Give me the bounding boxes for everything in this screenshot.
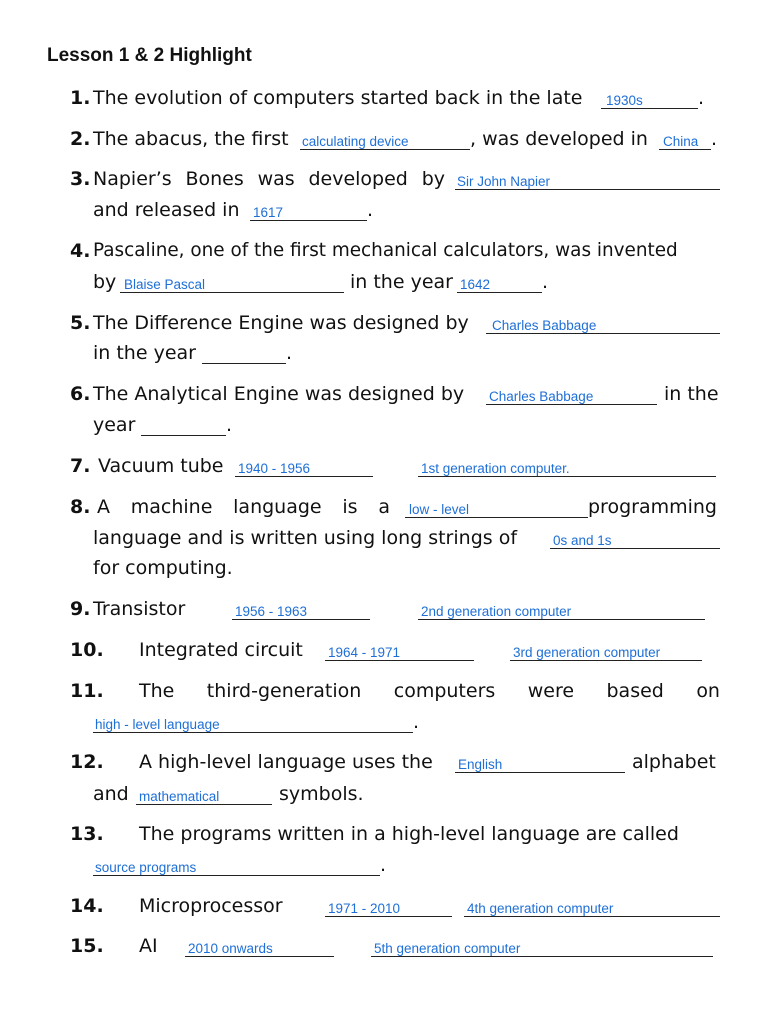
question-12: [0, 750, 768, 774]
question-text: [139, 679, 720, 703]
punctuation: .: [380, 854, 387, 876]
question-11: [0, 679, 768, 703]
answer-text: source programs: [95, 860, 197, 875]
question-11-continued: [0, 710, 768, 734]
question-text: The abacus, the first: [93, 128, 289, 150]
question-number: 10.: [70, 639, 104, 661]
answer-text: 1956 - 1963: [235, 604, 308, 619]
question-number: 5.: [70, 312, 91, 334]
question-number: 15.: [70, 935, 104, 957]
word: Napier’s: [93, 168, 172, 190]
question-4: [0, 239, 768, 263]
question-9: [0, 597, 768, 621]
question-8: [0, 495, 768, 519]
question-text: year: [93, 414, 136, 436]
punctuation: .: [413, 711, 420, 733]
question-text: , was developed in: [470, 128, 648, 150]
word: based: [606, 680, 664, 702]
punctuation: .: [711, 128, 718, 150]
word: developed: [308, 168, 408, 190]
question-text: The Analytical Engine was designed by: [93, 383, 465, 405]
answer-text: 0s and 1s: [553, 533, 612, 548]
question-7: [0, 454, 768, 478]
question-text: The Difference Engine was designed by: [93, 312, 469, 334]
question-number: 3.: [70, 168, 91, 190]
question-2: [0, 127, 768, 151]
answer-text: 5th generation computer: [374, 941, 521, 956]
question-number: 6.: [70, 383, 91, 405]
answer-text: high - level language: [95, 717, 220, 732]
question-10: [0, 638, 768, 662]
question-text: [97, 495, 390, 519]
answer-blank[interactable]: [141, 413, 226, 436]
answer-text: English: [458, 757, 503, 772]
question-number: 1.: [70, 87, 91, 109]
answer-text: 1642: [460, 277, 491, 292]
word: A: [97, 496, 110, 518]
punctuation: .: [698, 87, 705, 109]
word: computers: [393, 680, 496, 702]
word: on: [696, 680, 720, 702]
answer-text: 4th generation computer: [467, 901, 614, 916]
word: Bones: [185, 168, 244, 190]
word: The: [139, 680, 175, 702]
question-14: [0, 894, 768, 918]
question-text: AI: [139, 935, 158, 957]
question-8-continued: [0, 526, 768, 550]
word: a: [378, 496, 390, 518]
answer-text: 1971 - 2010: [328, 901, 401, 916]
word: language: [233, 496, 322, 518]
question-number: 12.: [70, 751, 104, 773]
answer-text: Charles Babbage: [492, 318, 597, 333]
answer-text: mathematical: [139, 789, 220, 804]
question-text: and: [93, 783, 129, 805]
punctuation: .: [542, 271, 549, 293]
question-number: 14.: [70, 895, 104, 917]
word: machine: [130, 496, 213, 518]
word: third-generation: [206, 680, 362, 702]
question-number: 7.: [70, 455, 91, 477]
question-number: 4.: [70, 240, 91, 262]
question-text: programming: [588, 496, 717, 518]
worksheet-title: Lesson 1 & 2 Highlight: [47, 45, 252, 66]
word: by: [421, 168, 445, 190]
question-12-continued: [0, 782, 768, 806]
question-text: in the year: [350, 271, 453, 293]
question-text: Vacuum tube: [98, 455, 224, 477]
question-8-continued: [0, 556, 768, 580]
answer-text: 2010 onwards: [188, 941, 273, 956]
question-4-continued: [0, 270, 768, 294]
answer-text: 3rd generation computer: [513, 645, 661, 660]
answer-text: 1940 - 1956: [238, 461, 311, 476]
question-3: [0, 167, 768, 191]
question-text: Integrated circuit: [139, 639, 303, 661]
answer-text: low - level: [409, 502, 470, 517]
question-text: in the year: [93, 342, 196, 364]
question-number: 11.: [70, 680, 104, 702]
question-text: in the: [664, 383, 719, 405]
question-number: 2.: [70, 128, 91, 150]
punctuation: .: [226, 414, 233, 436]
question-text: symbols.: [279, 783, 364, 805]
answer-text: Blaise Pascal: [124, 277, 206, 292]
question-number: 13.: [70, 823, 104, 845]
question-text: for computing.: [93, 557, 233, 579]
punctuation: .: [286, 342, 293, 364]
question-text: Microprocessor: [139, 895, 283, 917]
question-number: 9.: [70, 598, 91, 620]
question-6: [0, 382, 768, 406]
answer-text: Charles Babbage: [489, 389, 594, 404]
question-1: [0, 86, 768, 110]
question-text: alphabet: [632, 751, 716, 773]
answer-text: calculating device: [302, 134, 409, 149]
answer-text: 2nd generation computer: [421, 604, 572, 619]
question-13-continued: [0, 853, 768, 877]
question-5: [0, 311, 768, 335]
answer-text: Sir John Napier: [457, 174, 551, 189]
question-3-continued: [0, 198, 768, 222]
answer-blank[interactable]: [202, 341, 286, 364]
question-text: The programs written in a high-level language are called: [139, 823, 679, 845]
word: is: [342, 496, 358, 518]
punctuation: .: [367, 199, 374, 221]
question-text: by: [93, 271, 117, 293]
answer-text: China: [663, 134, 699, 149]
question-text: [93, 167, 445, 191]
question-15: [0, 934, 768, 958]
question-text: A high-level language uses the: [139, 751, 433, 773]
question-text: and released in: [93, 199, 240, 221]
question-13: [0, 822, 768, 846]
answer-text: 1964 - 1971: [328, 645, 401, 660]
question-text: Pascaline, one of the first mechanical calculators, was invented: [93, 240, 678, 261]
answer-text: 1st generation computer.: [421, 461, 570, 476]
question-5-continued: [0, 341, 768, 365]
question-text: language and is written using long strings of: [93, 527, 518, 549]
word: were: [527, 680, 575, 702]
question-number: 8.: [70, 496, 91, 518]
question-text: Transistor: [93, 598, 186, 620]
question-text: The evolution of computers started back in the late: [93, 87, 583, 109]
answer-text: 1617: [253, 205, 284, 220]
answer-text: 1930s: [606, 93, 643, 108]
question-6-continued: [0, 413, 768, 437]
word: was: [257, 168, 295, 190]
